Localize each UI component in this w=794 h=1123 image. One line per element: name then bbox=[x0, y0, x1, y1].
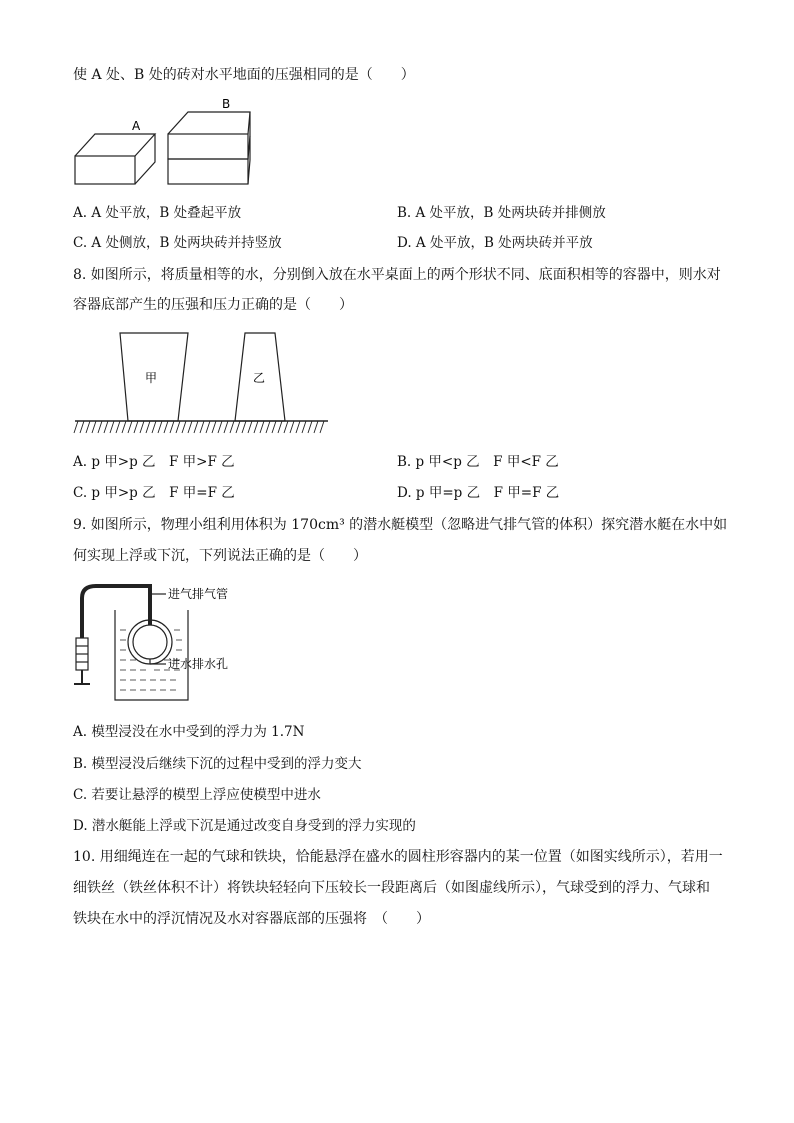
q8-stem-line1: 8. 如图所示，将质量相等的水，分别倒入放在水平桌面上的两个形状不同、底面积相等的容器中，则水对 bbox=[73, 267, 721, 283]
q10-stem-line3: 铁块在水中的浮沉情况及水对容器底部的压强将 （ ） bbox=[73, 911, 430, 927]
q8-stem-line2: 容器底部产生的压强和压力正确的是（ ） bbox=[73, 297, 353, 313]
label-yi: 乙 bbox=[253, 371, 266, 385]
q7-stem: 使 A 处、B 处的砖对水平地面的压强相同的是（ ） bbox=[73, 67, 415, 83]
brick-b-top-front bbox=[168, 134, 248, 159]
brick-figure bbox=[70, 98, 260, 190]
q7-option-c: C. A 处侧放，B 处两块砖并持竖放 bbox=[73, 235, 282, 251]
q9-stem-line2: 何实现上浮或下沉，下列说法正确的是（ ） bbox=[73, 548, 367, 564]
label-hole: 进水排水孔 bbox=[168, 657, 229, 671]
brick-b-bottom-front bbox=[168, 159, 248, 184]
q10-stem-line1: 10. 用细绳连在一起的气球和铁块，恰能悬浮在盛水的圆柱形容器内的某一位置（如图实线所示），若用一 bbox=[73, 849, 723, 865]
q9-option-c: C. 若要让悬浮的模型上浮应使模型中进水 bbox=[73, 787, 321, 803]
q7-option-d: D. A 处平放，B 处两块砖并平放 bbox=[397, 235, 593, 251]
label-b: B bbox=[222, 98, 231, 111]
q8-option-d: D. p 甲=p 乙 F 甲=F 乙 bbox=[397, 485, 560, 501]
q9-stem-line1: 9. 如图所示，物理小组利用体积为 170cm³ 的潜水艇模型（忽略进气排气管的体积）探究潜水艇在水中如 bbox=[73, 517, 728, 533]
label-a: A bbox=[132, 119, 141, 133]
q10-stem-line2: 细铁丝（铁丝体积不计）将铁块轻轻向下压较长一段距离后（如图虚线所示），气球受到的浮力、气球和 bbox=[73, 880, 710, 896]
q7-option-b: B. A 处平放，B 处两块砖并排侧放 bbox=[397, 205, 606, 221]
q8-option-c: C. p 甲>p 乙 F 甲=F 乙 bbox=[73, 485, 235, 501]
brick-a-front bbox=[75, 156, 135, 184]
q7-option-a: A. A 处平放，B 处叠起平放 bbox=[73, 205, 242, 221]
q9-option-a: A. 模型浸没在水中受到的浮力为 1.7N bbox=[73, 724, 305, 740]
label-tube: 进气排气管 bbox=[168, 587, 229, 601]
q9-option-d: D. 潜水艇能上浮或下沉是通过改变自身受到的浮力实现的 bbox=[73, 818, 416, 834]
table-hatching bbox=[74, 421, 324, 433]
q9-option-b: B. 模型浸没后继续下沉的过程中受到的浮力变大 bbox=[73, 756, 362, 772]
submarine-figure bbox=[70, 580, 270, 710]
container-figure bbox=[70, 328, 335, 438]
q8-option-a: A. p 甲>p 乙 F 甲>F 乙 bbox=[73, 454, 235, 470]
label-jia: 甲 bbox=[145, 371, 158, 385]
q8-option-b: B. p 甲<p 乙 F 甲<F 乙 bbox=[397, 454, 559, 470]
